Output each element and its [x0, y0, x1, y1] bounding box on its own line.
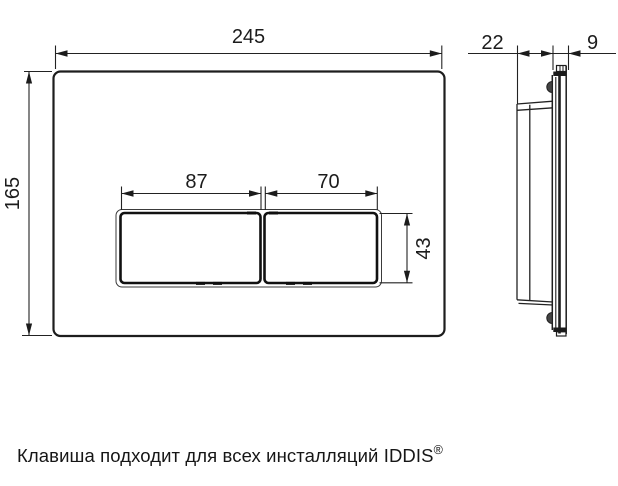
dim-button-height-value: 43 — [413, 237, 435, 260]
mounting-clip-top — [547, 82, 553, 93]
mounting-clip-bottom — [547, 313, 553, 324]
registered-trademark-icon: ® — [433, 443, 443, 457]
plate-top-cap — [553, 72, 566, 77]
dim-overall-height-value: 165 — [2, 176, 24, 211]
arrow-up-icon — [26, 72, 32, 84]
flush-button-large — [121, 213, 261, 283]
plate-top-tab — [557, 66, 567, 72]
arrow-left-icon — [56, 50, 68, 56]
dim-left-button-value: 87 — [185, 171, 208, 193]
flush-button-small — [265, 213, 378, 283]
side-view — [468, 32, 616, 336]
dim-depth-value: 22 — [481, 32, 504, 54]
arrow-left-icon — [569, 50, 581, 56]
caption-text: Клавиша подходит для всех инсталляций IDDIS — [17, 445, 434, 467]
dim-thickness-value: 9 — [586, 32, 599, 54]
plate-profile — [547, 66, 567, 337]
arrow-down-icon — [26, 324, 32, 336]
plate-top-tab-detail — [560, 66, 563, 72]
dim-overall-width-value: 245 — [231, 26, 266, 48]
arrow-right-icon — [430, 50, 442, 56]
rear-housing — [517, 101, 553, 305]
dim-overall-width-lines — [56, 46, 442, 70]
dim-right-button-value: 70 — [317, 171, 340, 193]
plate-outline — [54, 72, 445, 337]
front-view — [2, 26, 445, 336]
dim-side-arrows — [518, 50, 581, 56]
compatibility-caption — [17, 444, 443, 467]
arrow-right-icon — [541, 50, 553, 56]
dim-overall-height-lines — [22, 72, 52, 336]
plate-bottom-tab — [557, 332, 567, 336]
arrow-left-icon — [518, 50, 530, 56]
